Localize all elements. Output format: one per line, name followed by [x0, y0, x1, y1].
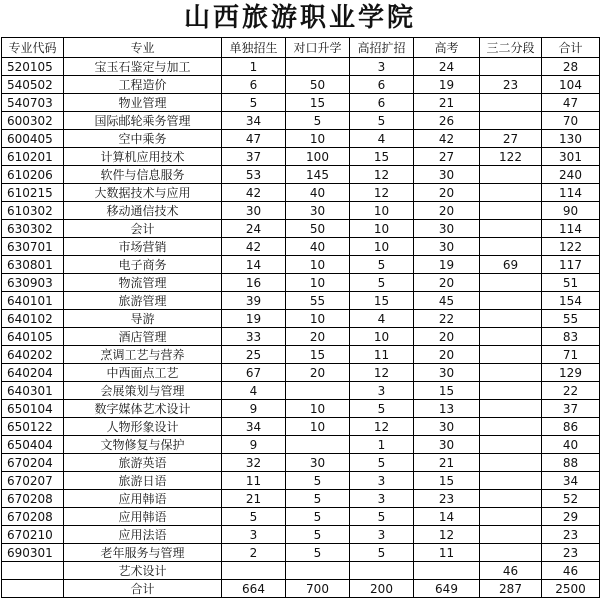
expansion-cell: 11	[350, 346, 414, 364]
gaokao-cell: 19	[414, 76, 480, 94]
table-row	[2, 310, 600, 328]
expansion-cell: 6	[350, 76, 414, 94]
table-row	[2, 346, 600, 364]
major-cell: 宝玉石鉴定与加工	[64, 58, 222, 76]
code-cell: 650104	[2, 400, 64, 418]
code-cell: 610206	[2, 166, 64, 184]
counterpart-cell: 50	[286, 220, 350, 238]
major-cell: 应用韩语	[64, 490, 222, 508]
table-row	[2, 454, 600, 472]
code-cell: 650404	[2, 436, 64, 454]
major-cell: 会展策划与管理	[64, 382, 222, 400]
gaokao-cell: 12	[414, 526, 480, 544]
code-cell: 630801	[2, 256, 64, 274]
gaokao-cell: 45	[414, 292, 480, 310]
code-cell: 630302	[2, 220, 64, 238]
table-row	[2, 436, 600, 454]
counterpart-cell: 40	[286, 238, 350, 256]
segment32-cell: 27	[480, 130, 542, 148]
segment32-cell	[480, 436, 542, 454]
table-row	[2, 364, 600, 382]
single-cell: 16	[222, 274, 286, 292]
segment32-cell	[480, 400, 542, 418]
single-cell: 11	[222, 472, 286, 490]
table-row	[2, 562, 600, 580]
header-expansion: 高招扩招	[350, 38, 414, 58]
gaokao-cell	[414, 562, 480, 580]
counterpart-cell: 5	[286, 508, 350, 526]
segment32-cell	[480, 418, 542, 436]
expansion-cell: 5	[350, 508, 414, 526]
single-cell: 24	[222, 220, 286, 238]
header-gaokao: 高考	[414, 38, 480, 58]
table-row	[2, 328, 600, 346]
expansion-cell: 1	[350, 436, 414, 454]
expansion-cell: 10	[350, 328, 414, 346]
segment32-cell	[480, 184, 542, 202]
single-cell: 5	[222, 508, 286, 526]
code-cell: 520105	[2, 58, 64, 76]
total-cell: 122	[542, 238, 600, 256]
single-cell: 47	[222, 130, 286, 148]
table-row	[2, 274, 600, 292]
gaokao-cell: 15	[414, 472, 480, 490]
expansion-cell: 3	[350, 382, 414, 400]
page-title: 山西旅游职业学院	[183, 3, 416, 33]
table-row	[2, 130, 600, 148]
single-cell: 33	[222, 328, 286, 346]
major-cell: 物业管理	[64, 94, 222, 112]
code-cell: 690301	[2, 544, 64, 562]
gaokao-cell: 23	[414, 490, 480, 508]
gaokao-cell: 30	[414, 220, 480, 238]
total-cell: 114	[542, 220, 600, 238]
header-32: 三二分段	[480, 38, 542, 58]
counterpart-cell: 20	[286, 364, 350, 382]
gaokao-cell: 42	[414, 130, 480, 148]
single-cell: 4	[222, 382, 286, 400]
total-cell: 37	[542, 400, 600, 418]
counterpart-cell: 10	[286, 274, 350, 292]
total-cell: 240	[542, 166, 600, 184]
table-row	[2, 202, 600, 220]
major-cell: 烹调工艺与营养	[64, 346, 222, 364]
expansion-cell: 4	[350, 130, 414, 148]
expansion-cell: 5	[350, 454, 414, 472]
table-row	[2, 400, 600, 418]
single-cell	[222, 562, 286, 580]
counterpart-cell: 100	[286, 148, 350, 166]
major-cell: 会计	[64, 220, 222, 238]
gaokao-cell: 11	[414, 544, 480, 562]
total-major-cell: 合计	[64, 580, 222, 598]
major-cell: 艺术设计	[64, 562, 222, 580]
code-cell: 670204	[2, 454, 64, 472]
expansion-cell: 10	[350, 202, 414, 220]
table-row	[2, 490, 600, 508]
segment32-cell	[480, 310, 542, 328]
total-cell: 28	[542, 58, 600, 76]
counterpart-cell: 10	[286, 130, 350, 148]
code-cell: 670208	[2, 508, 64, 526]
total-cell: 90	[542, 202, 600, 220]
counterpart-cell: 5	[286, 490, 350, 508]
gaokao-cell: 19	[414, 256, 480, 274]
single-cell: 19	[222, 310, 286, 328]
total-cell: 52	[542, 490, 600, 508]
expansion-cell: 5	[350, 544, 414, 562]
gaokao-cell: 30	[414, 364, 480, 382]
total-segment32-cell: 287	[480, 580, 542, 598]
gaokao-cell: 30	[414, 238, 480, 256]
major-cell: 工程造价	[64, 76, 222, 94]
code-cell: 540502	[2, 76, 64, 94]
table-row	[2, 184, 600, 202]
total-gaokao-cell: 649	[414, 580, 480, 598]
gaokao-cell: 20	[414, 274, 480, 292]
enrollment-table	[1, 37, 600, 598]
segment32-cell	[480, 166, 542, 184]
major-cell: 大数据技术与应用	[64, 184, 222, 202]
single-cell: 9	[222, 436, 286, 454]
counterpart-cell	[286, 382, 350, 400]
major-cell: 移动通信技术	[64, 202, 222, 220]
code-cell: 630701	[2, 238, 64, 256]
total-cell: 301	[542, 148, 600, 166]
expansion-cell: 10	[350, 238, 414, 256]
code-cell: 610302	[2, 202, 64, 220]
single-cell: 53	[222, 166, 286, 184]
counterpart-cell: 50	[286, 76, 350, 94]
counterpart-cell: 145	[286, 166, 350, 184]
total-cell: 70	[542, 112, 600, 130]
segment32-cell	[480, 526, 542, 544]
expansion-cell: 4	[350, 310, 414, 328]
counterpart-cell: 5	[286, 526, 350, 544]
segment32-cell: 122	[480, 148, 542, 166]
total-counterpart-cell: 700	[286, 580, 350, 598]
code-cell: 640202	[2, 346, 64, 364]
segment32-cell	[480, 202, 542, 220]
table-row	[2, 58, 600, 76]
gaokao-cell: 15	[414, 382, 480, 400]
counterpart-cell: 5	[286, 112, 350, 130]
gaokao-cell: 30	[414, 418, 480, 436]
expansion-cell: 12	[350, 166, 414, 184]
expansion-cell: 12	[350, 184, 414, 202]
table-row	[2, 256, 600, 274]
gaokao-cell: 14	[414, 508, 480, 526]
major-cell: 空中乘务	[64, 130, 222, 148]
segment32-cell	[480, 346, 542, 364]
total-cell: 114	[542, 184, 600, 202]
table-row	[2, 220, 600, 238]
major-cell: 老年服务与管理	[64, 544, 222, 562]
single-cell: 34	[222, 418, 286, 436]
expansion-cell: 5	[350, 274, 414, 292]
code-cell: 630903	[2, 274, 64, 292]
counterpart-cell	[286, 58, 350, 76]
single-cell: 32	[222, 454, 286, 472]
code-cell: 640301	[2, 382, 64, 400]
segment32-cell	[480, 274, 542, 292]
single-cell: 6	[222, 76, 286, 94]
counterpart-cell	[286, 562, 350, 580]
counterpart-cell: 20	[286, 328, 350, 346]
expansion-cell: 12	[350, 364, 414, 382]
major-cell: 软件与信息服务	[64, 166, 222, 184]
major-cell: 旅游管理	[64, 292, 222, 310]
major-cell: 导游	[64, 310, 222, 328]
expansion-cell: 3	[350, 58, 414, 76]
total-cell: 117	[542, 256, 600, 274]
code-cell: 640102	[2, 310, 64, 328]
total-total-cell: 2500	[542, 580, 600, 598]
total-cell: 129	[542, 364, 600, 382]
major-cell: 市场营销	[64, 238, 222, 256]
single-cell: 21	[222, 490, 286, 508]
table-row	[2, 526, 600, 544]
counterpart-cell: 10	[286, 400, 350, 418]
major-cell: 物流管理	[64, 274, 222, 292]
segment32-cell	[480, 94, 542, 112]
single-cell: 1	[222, 58, 286, 76]
major-cell: 计算机应用技术	[64, 148, 222, 166]
gaokao-cell: 27	[414, 148, 480, 166]
total-single-cell: 664	[222, 580, 286, 598]
segment32-cell: 46	[480, 562, 542, 580]
table-row	[2, 472, 600, 490]
code-cell: 610201	[2, 148, 64, 166]
expansion-cell: 6	[350, 94, 414, 112]
single-cell: 42	[222, 184, 286, 202]
counterpart-cell: 30	[286, 454, 350, 472]
total-cell: 23	[542, 544, 600, 562]
gaokao-cell: 30	[414, 436, 480, 454]
code-cell: 600302	[2, 112, 64, 130]
major-cell: 数字媒体艺术设计	[64, 400, 222, 418]
counterpart-cell	[286, 436, 350, 454]
expansion-cell: 3	[350, 490, 414, 508]
single-cell: 42	[222, 238, 286, 256]
code-cell: 610215	[2, 184, 64, 202]
counterpart-cell: 40	[286, 184, 350, 202]
header-major: 专业	[64, 38, 222, 58]
segment32-cell	[480, 58, 542, 76]
code-cell: 670210	[2, 526, 64, 544]
single-cell: 2	[222, 544, 286, 562]
single-cell: 25	[222, 346, 286, 364]
single-cell: 14	[222, 256, 286, 274]
expansion-cell: 5	[350, 112, 414, 130]
total-cell: 46	[542, 562, 600, 580]
table-row	[2, 166, 600, 184]
code-cell: 670208	[2, 490, 64, 508]
gaokao-cell: 20	[414, 346, 480, 364]
segment32-cell	[480, 112, 542, 130]
table-row	[2, 76, 600, 94]
total-cell: 86	[542, 418, 600, 436]
single-cell: 3	[222, 526, 286, 544]
header-code: 专业代码	[2, 38, 64, 58]
gaokao-cell: 20	[414, 184, 480, 202]
segment32-cell: 69	[480, 256, 542, 274]
table-row	[2, 508, 600, 526]
table-row	[2, 544, 600, 562]
major-cell: 国际邮轮乘务管理	[64, 112, 222, 130]
counterpart-cell: 10	[286, 418, 350, 436]
total-cell: 47	[542, 94, 600, 112]
segment32-cell	[480, 508, 542, 526]
total-cell: 55	[542, 310, 600, 328]
expansion-cell: 5	[350, 256, 414, 274]
major-cell: 电子商务	[64, 256, 222, 274]
major-cell: 应用法语	[64, 526, 222, 544]
segment32-cell	[480, 454, 542, 472]
major-cell: 文物修复与保护	[64, 436, 222, 454]
code-cell: 640204	[2, 364, 64, 382]
gaokao-cell: 24	[414, 58, 480, 76]
gaokao-cell: 26	[414, 112, 480, 130]
segment32-cell	[480, 328, 542, 346]
code-cell: 640105	[2, 328, 64, 346]
total-cell: 154	[542, 292, 600, 310]
segment32-cell	[480, 490, 542, 508]
total-cell: 71	[542, 346, 600, 364]
counterpart-cell: 15	[286, 94, 350, 112]
segment32-cell: 23	[480, 76, 542, 94]
code-cell: 650122	[2, 418, 64, 436]
table-row	[2, 292, 600, 310]
segment32-cell	[480, 382, 542, 400]
counterpart-cell: 10	[286, 256, 350, 274]
major-cell: 酒店管理	[64, 328, 222, 346]
major-cell: 中西面点工艺	[64, 364, 222, 382]
major-cell: 旅游英语	[64, 454, 222, 472]
gaokao-cell: 21	[414, 454, 480, 472]
gaokao-cell: 22	[414, 310, 480, 328]
major-cell: 人物形象设计	[64, 418, 222, 436]
segment32-cell	[480, 364, 542, 382]
header-total: 合计	[542, 38, 600, 58]
gaokao-cell: 20	[414, 328, 480, 346]
total-cell: 40	[542, 436, 600, 454]
table-row	[2, 418, 600, 436]
gaokao-cell: 30	[414, 166, 480, 184]
header-row	[2, 38, 600, 58]
gaokao-cell: 21	[414, 94, 480, 112]
header-counterpart: 对口升学	[286, 38, 350, 58]
single-cell: 5	[222, 94, 286, 112]
segment32-cell	[480, 472, 542, 490]
segment32-cell	[480, 292, 542, 310]
total-expansion-cell: 200	[350, 580, 414, 598]
counterpart-cell: 30	[286, 202, 350, 220]
expansion-cell: 5	[350, 400, 414, 418]
total-cell: 104	[542, 76, 600, 94]
segment32-cell	[480, 220, 542, 238]
code-cell: 670207	[2, 472, 64, 490]
total-cell: 23	[542, 526, 600, 544]
table-body	[2, 58, 600, 598]
gaokao-cell: 13	[414, 400, 480, 418]
counterpart-cell: 55	[286, 292, 350, 310]
total-cell: 83	[542, 328, 600, 346]
single-cell: 9	[222, 400, 286, 418]
code-cell	[2, 562, 64, 580]
total-cell: 130	[542, 130, 600, 148]
major-cell: 应用韩语	[64, 508, 222, 526]
total-cell: 29	[542, 508, 600, 526]
single-cell: 37	[222, 148, 286, 166]
counterpart-cell: 15	[286, 346, 350, 364]
table-row	[2, 238, 600, 256]
table-row	[2, 148, 600, 166]
single-cell: 30	[222, 202, 286, 220]
single-cell: 67	[222, 364, 286, 382]
total-cell: 51	[542, 274, 600, 292]
expansion-cell: 12	[350, 418, 414, 436]
code-cell: 600405	[2, 130, 64, 148]
expansion-cell: 3	[350, 472, 414, 490]
gaokao-cell: 20	[414, 202, 480, 220]
single-cell: 34	[222, 112, 286, 130]
major-cell: 旅游日语	[64, 472, 222, 490]
code-cell: 540703	[2, 94, 64, 112]
segment32-cell	[480, 238, 542, 256]
single-cell: 39	[222, 292, 286, 310]
counterpart-cell: 5	[286, 472, 350, 490]
expansion-cell: 3	[350, 526, 414, 544]
table-row	[2, 94, 600, 112]
segment32-cell	[480, 544, 542, 562]
table-row	[2, 382, 600, 400]
header-single: 单独招生	[222, 38, 286, 58]
total-cell: 34	[542, 472, 600, 490]
expansion-cell	[350, 562, 414, 580]
counterpart-cell: 5	[286, 544, 350, 562]
expansion-cell: 15	[350, 292, 414, 310]
total-cell: 88	[542, 454, 600, 472]
expansion-cell: 10	[350, 220, 414, 238]
total-cell: 22	[542, 382, 600, 400]
code-cell: 640101	[2, 292, 64, 310]
expansion-cell: 15	[350, 148, 414, 166]
counterpart-cell: 10	[286, 310, 350, 328]
table-row	[2, 112, 600, 130]
